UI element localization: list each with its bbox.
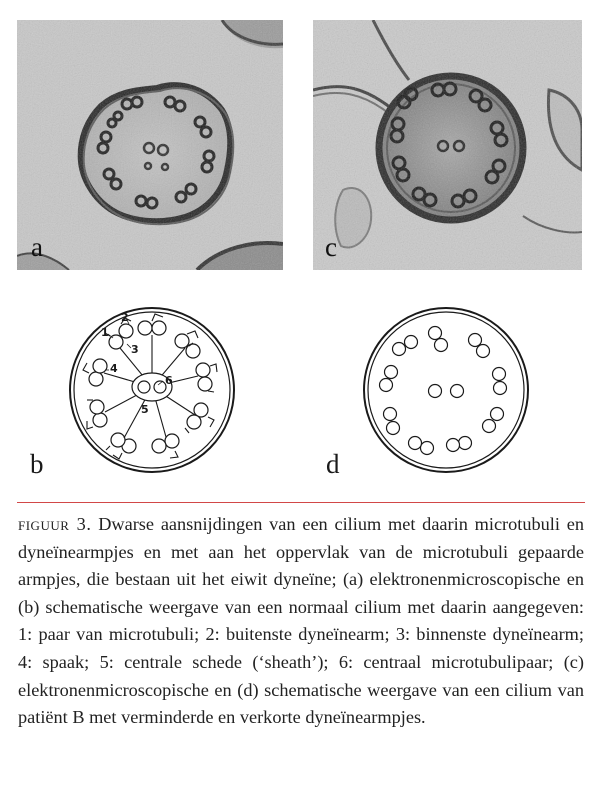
figure-caption (18, 511, 584, 732)
micrograph-c-image (313, 20, 582, 270)
panel-label-c: c (325, 232, 337, 262)
annotation-6: 6 (165, 374, 173, 387)
panel-label-b: b (30, 449, 44, 479)
annotation-1: 1 (101, 326, 109, 339)
annotation-2: 2 (121, 311, 129, 324)
caption-label: figuur 3. (18, 514, 92, 534)
panel-label-a: a (31, 232, 43, 262)
micrograph-a-image (17, 20, 283, 270)
annotation-5: 5 (141, 403, 149, 416)
annotation-4: 4 (110, 362, 118, 375)
annotation-3: 3 (131, 343, 139, 356)
panel-b-schematic (17, 300, 283, 482)
caption-text: Dwarse aansnijdingen van een cilium met daarin microtubuli en dyneïnearmpjes en met aan het oppervlak van de microtubuli gepaarde armpjes, die bestaan uit het eiwit dyneïne; (a) elektronenmicroscopische en (b) schematische weergave van een normaal cilium met daarin aangegeven: 1: paar van microtubuli; 2: buitenste dyneïnearm; 3: binnenste dyneïnearm; 4: spaak; 5: centrale schede (‘sheath’); 6: centraal microtubulipaar; (c) elektronenmicroscopische en (d) schematische weergave van een cilium van patiënt B met verminderde en verkorte dyneïnearmpjes. (18, 514, 584, 728)
caption-divider (17, 502, 585, 503)
schematic-d-drawing (313, 300, 582, 482)
panel-label-d: d (326, 449, 340, 479)
panel-c-micrograph (313, 20, 582, 270)
panel-d-schematic (313, 300, 582, 482)
schematic-b-drawing (17, 300, 283, 482)
panel-a-micrograph (17, 20, 283, 270)
